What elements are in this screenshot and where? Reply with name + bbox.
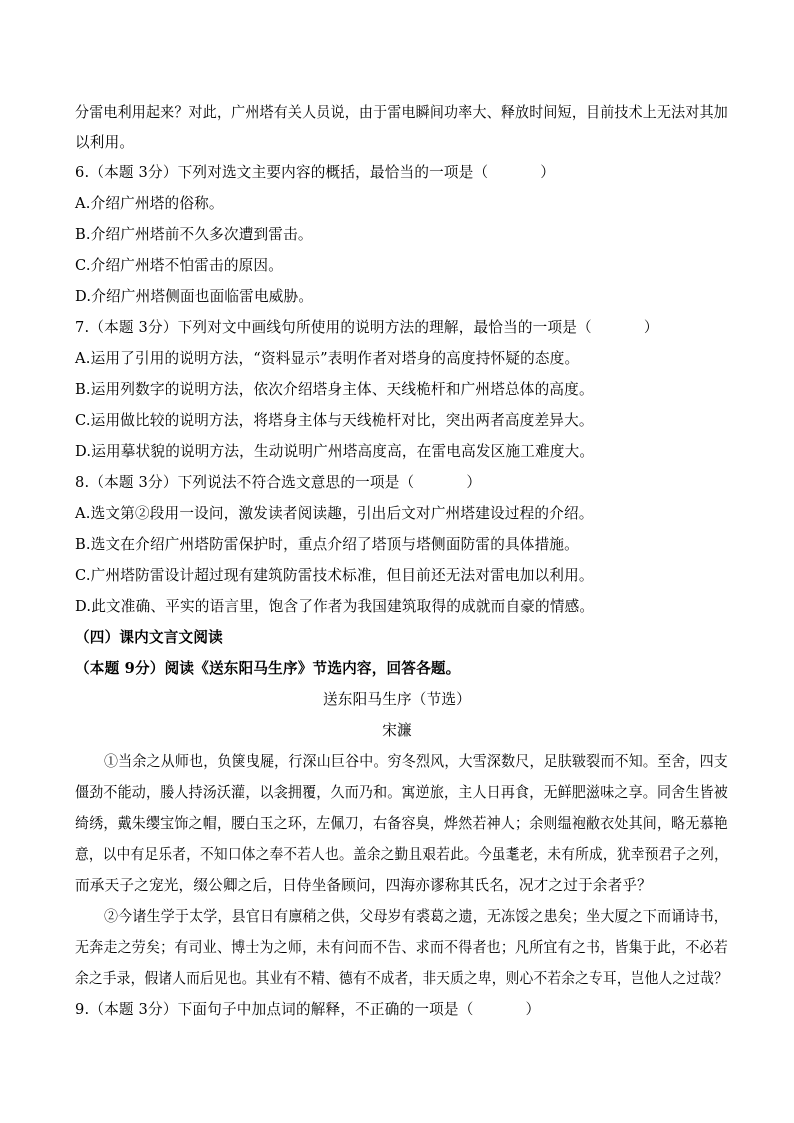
close-paren: ）: [643, 319, 659, 336]
question-8-stem: 8.（本题 3分）下列说法不符合选文意思的一项是（: [75, 474, 415, 491]
question-7-stem: 7.（本题 3分）下列对文中画线句所使用的说明方法的理解，最恰当的一项是（: [75, 319, 592, 336]
classical-text-line: ②今诸生学于太学，县官日有廪稍之供，父母岁有裘葛之遗，无冻馁之患矣；坐大厦之下而诵诗书，: [104, 908, 728, 925]
question-8-option-a: A.选文第②段用一设问，激发读者阅读趣，引出后文对广州塔建设过程的介绍。: [75, 505, 594, 522]
classical-text-line: 余之手录，假诸人而后见也。其业有不精、德有不成者，非天质之卑，则心不若余之专耳，岂他人之过哉？: [75, 970, 728, 987]
article-title: 送东阳马生序（节选）: [323, 691, 471, 708]
question-7-option-b: B.运用列数字的说明方法，依次介绍塔身主体、天线桅杆和广州塔总体的高度。: [75, 381, 594, 398]
question-6-stem: 6.（本题 3分）下列对选文主要内容的概括，最恰当的一项是（: [75, 164, 489, 181]
question-6: [75, 163, 555, 183]
question-8-option-b: B.选文在介绍广州塔防雷保护时，重点介绍了塔顶与塔侧面防雷的具体措施。: [75, 536, 579, 553]
question-7-option-d: D.运用摹状貌的说明方法，生动说明广州塔高度高，在雷电高发区施工难度大。: [75, 443, 595, 460]
question-6-option-b: B.介绍广州塔前不久多次遭到雷击。: [75, 226, 313, 243]
reading-instruction: （本题 9分）阅读《送东阳马生序》节选内容，回答各题。: [75, 660, 461, 677]
question-8-option-d: D.此文准确、平实的语言里，饱含了作者为我国建筑取得的成就而自豪的情感。: [75, 598, 595, 615]
classical-text-line: 意，以中有足乐者，不知口体之奉不若人也。盖余之勤且艰若此。今虽耄老，未有所成，犹幸预君子之列，: [75, 846, 728, 863]
classical-text-line: 无奔走之劳矣；有司业、博士为之师，未有问而不告、求而不得者也；凡所宜有之书，皆集于此，不必若: [75, 939, 728, 956]
passage-text-line: 以利用。: [75, 134, 135, 151]
question-6-option-c: C.介绍广州塔不怕雷击的原因。: [75, 257, 284, 274]
close-paren: ）: [540, 164, 556, 181]
article-author: 宋濂: [382, 722, 412, 739]
question-8: [75, 473, 481, 493]
question-7-option-c: C.运用做比较的说明方法，将塔身主体与天线桅杆对比，突出两者高度差异大。: [75, 412, 594, 429]
question-6-option-d: D.介绍广州塔侧面也面临雷电威胁。: [75, 288, 314, 305]
question-9-stem: 9.（本题 3分）下面句子中加点词的解释，不正确的一项是（: [75, 1001, 474, 1018]
question-8-option-c: C.广州塔防雷设计超过现有建筑防雷技术标准，但目前还无法对雷电加以利用。: [75, 567, 594, 584]
close-paren: ）: [466, 474, 482, 491]
close-paren: ）: [525, 1001, 541, 1018]
question-6-option-a: A.介绍广州塔的俗称。: [75, 195, 224, 212]
classical-text-line: 绮绣，戴朱缨宝饰之帽，腰白玉之环，左佩刀，右备容臭，烨然若神人；余则缊袍敝衣处其间，略无慕艳: [75, 815, 728, 832]
classical-text-line: 僵劲不能动，媵人持汤沃灌，以衾拥覆，久而乃和。寓逆旅，主人日再食，无鲜肥滋味之享。同舍生皆被: [75, 784, 728, 801]
question-9: [75, 1000, 540, 1020]
question-7: [75, 318, 659, 338]
classical-text-line: 而承天子之宠光，缀公卿之后，日侍坐备顾问，四海亦谬称其氏名，况才之过于余者乎？: [75, 877, 652, 894]
passage-text-line: 分雷电利用起来？对此，广州塔有关人员说，由于雷电瞬间功率大、释放时间短，目前技术上无法对其加: [75, 104, 728, 121]
classical-text-line: ①当余之从师也，负箧曳屣，行深山巨谷中。穷冬烈风，大雪深数尺，足肤皲裂而不知。至舍，四支: [104, 753, 728, 770]
question-7-option-a: A.运用了引用的说明方法，“资料显示”表明作者对塔身的高度持怀疑的态度。: [75, 350, 580, 367]
section-heading: （四）课内文言文阅读: [75, 629, 223, 646]
